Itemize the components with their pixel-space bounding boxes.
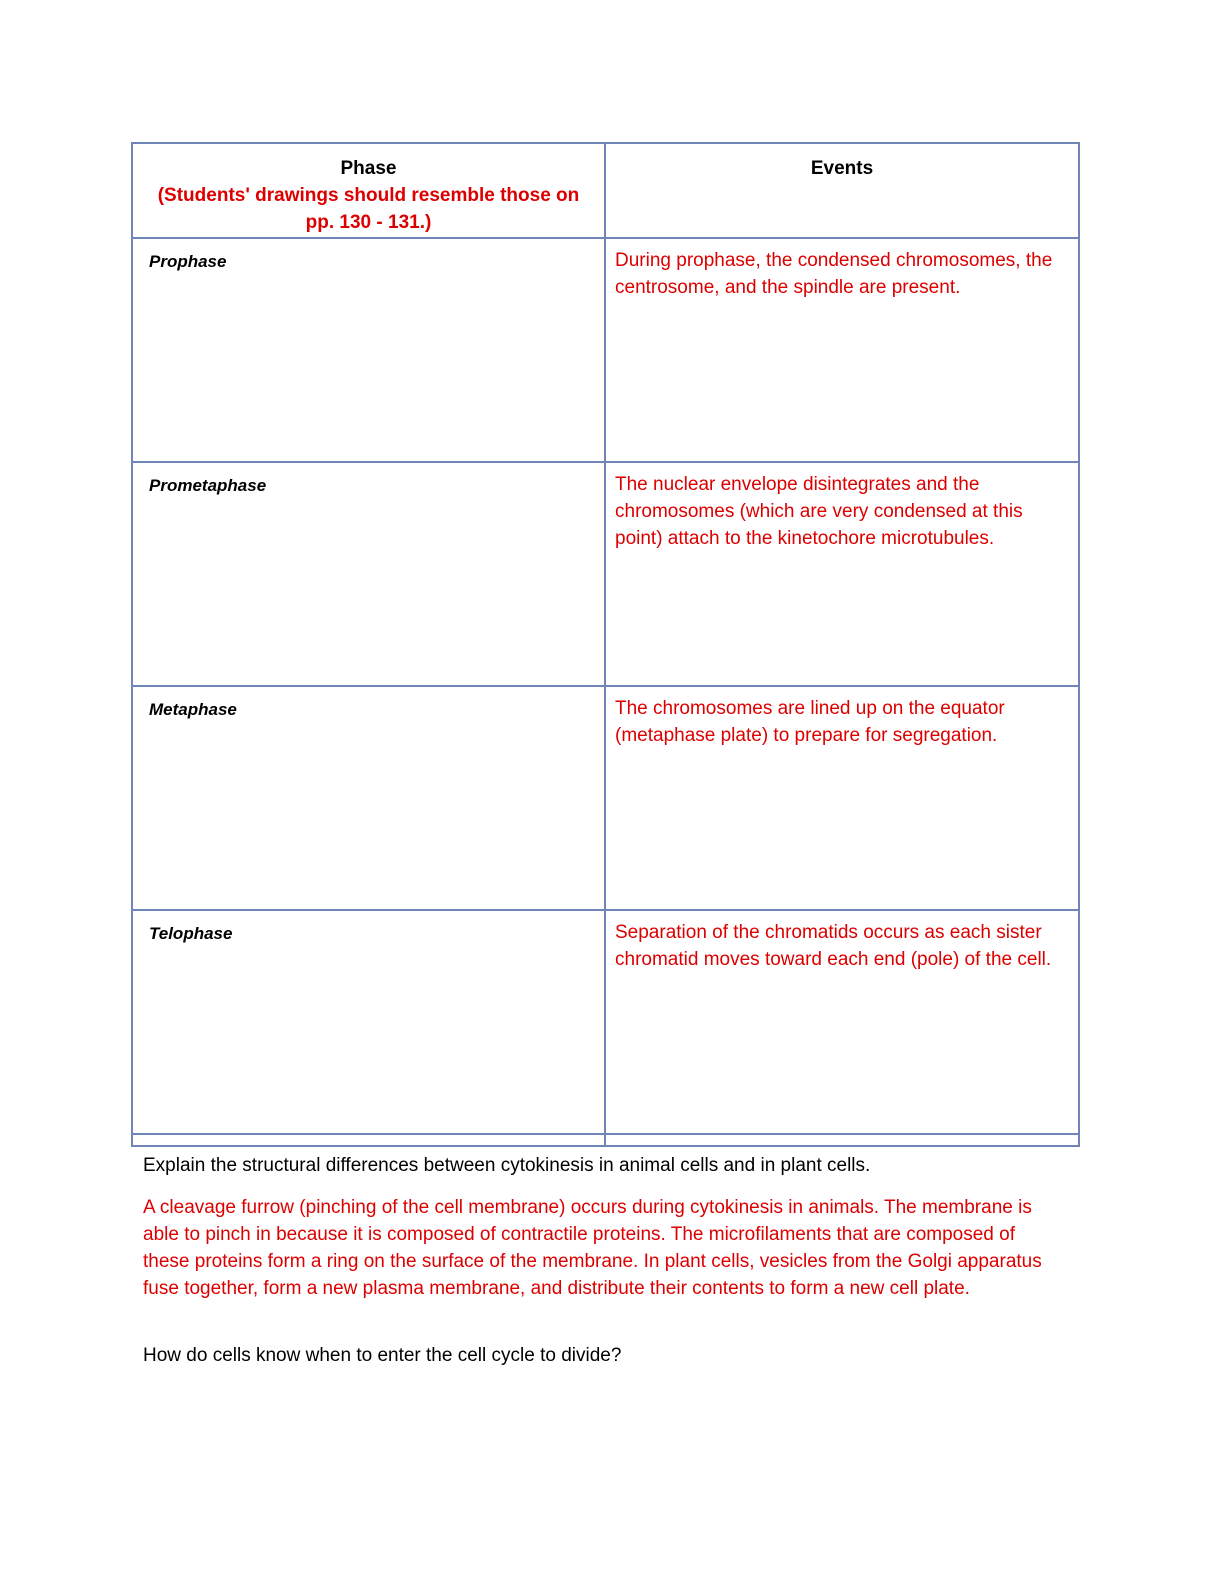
phase-events-table xyxy=(131,142,1080,1147)
phase-name-prometaphase: Prometaphase xyxy=(132,462,605,686)
events-prophase: During prophase, the condensed chromosomes, the centrosome, and the spindle are present. xyxy=(605,238,1079,462)
phase-header-label: Phase xyxy=(340,158,397,179)
table-row xyxy=(132,462,1079,686)
table-header-row xyxy=(132,143,1079,238)
empty-cell xyxy=(605,1134,1079,1146)
events-prometaphase: The nuclear envelope disintegrates and the chromosomes (which are very condensed at this point) attach to the kinetochore microtubules. xyxy=(605,462,1079,686)
events-header-label: Events xyxy=(810,158,874,179)
table-empty-row xyxy=(132,1134,1079,1146)
empty-cell xyxy=(132,1134,605,1146)
question-cell-cycle: How do cells know when to enter the cell cycle to divide? xyxy=(143,1345,622,1366)
table-row xyxy=(132,238,1079,462)
events-header-cell xyxy=(605,143,1079,238)
table-row xyxy=(132,686,1079,910)
phase-header-note: (Students' drawings should resemble those on pp. 130 - 131.) xyxy=(157,185,580,233)
phase-name-prophase: Prophase xyxy=(132,238,605,462)
answer-cytokinesis: A cleavage furrow (pinching of the cell membrane) occurs during cytokinesis in animals. The membrane is able to pinch in because it is composed of contractile proteins. The microfilaments that are composed of these proteins form a ring on the surface of the membrane. In plant cells, vesicles from the Golgi apparatus fuse together, form a new plasma membrane, and distribute their contents to form a new cell plate. xyxy=(143,1197,1042,1299)
phase-header-cell xyxy=(132,143,605,238)
events-metaphase: The chromosomes are lined up on the equator (metaphase plate) to prepare for segregation. xyxy=(605,686,1079,910)
phase-name-telophase: Telophase xyxy=(132,910,605,1134)
events-telophase: Separation of the chromatids occurs as each sister chromatid moves toward each end (pole) of the cell. xyxy=(605,910,1079,1134)
question-cytokinesis: Explain the structural differences between cytokinesis in animal cells and in plant cells. xyxy=(143,1155,871,1176)
phase-name-metaphase: Metaphase xyxy=(132,686,605,910)
table-row xyxy=(132,910,1079,1134)
